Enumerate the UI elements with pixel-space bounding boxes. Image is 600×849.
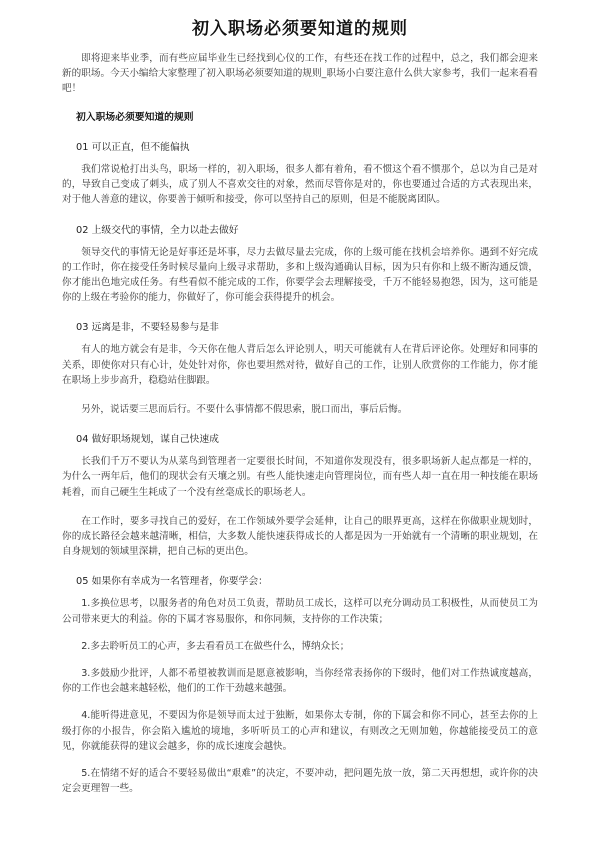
section-heading-03: 03 远离是非，不要轻易参与是非 (76, 322, 219, 334)
document-title: 初入职场必须要知道的规则 (192, 19, 408, 39)
list-item: 1.多换位思考，以服务者的角色对员工负责，帮助员工成长，这样可以充分调动员工积极性，从而使员工为公司带来更大的利益。你的下属才容易服你，和你同频，支持你的工作决策； (62, 598, 538, 625)
paragraph: 在工作时，要多寻找自己的爱好，在工作领域外要学会延伸，让自己的眼界更高，这样在你做职业规划时，你的成长路径会越来越清晰，相信，大多数人能快速获得成长的人都是因为一开始就有一个清晰的职业规划，在自身规划的领域里深耕，把自己标的更出色。 (62, 515, 538, 558)
section-heading-01: 01 可以正直，但不能偏执 (76, 142, 190, 153)
paragraph: 领导交代的事情无论是好事还是坏事，尽力去做尽量去完成，你的上级可能在找机会培养你。遇到不好完成的工作时，你在接受任务时候尽量向上级寻求帮助，多和上级沟通确认目标，因为只有你和上级不断沟通反馈，你才能出色地完成任务。有些看似不能完成的工作，你要学会去理解接受，千万不能轻易抱怨，因为，这可能是你的上级在考验你的能力，你做好了，你可能会获得提升的机会。 (62, 246, 538, 304)
paragraph: 有人的地方就会有是非，今天你在他人背后怎么评论别人，明天可能就有人在背后评论你。处理好和同事的关系，即使你对只有心计，处处针对你，你也要坦然对待，做好自己的工作，让别人欣赏你的工作能力，你才能在职场上步步高升，稳稳站住脚跟。 (62, 344, 538, 386)
list-item: 5.在情绪不好的适合不要轻易做出“艰难”的决定，不要冲动，把问题先放一放，第二天再想想，或许你的决定会更理智一些。 (62, 768, 538, 795)
list-item: 2.多去聆听员工的心声，多去看看员工在做些什么，博纳众长； (81, 640, 350, 652)
section-heading-04: 04 做好职场规划，谋自己快速成 (76, 434, 219, 446)
list-item: 3.多鼓励少批评，人都不希望被教训而是愿意被影响，当你经常表扬你的下级时，他们对工作热诚度越高，你的工作也会越来越轻松，他们的工作干劲越来越强。 (62, 668, 538, 695)
paragraph: 我们常说枪打出头鸟，职场一样的，初入职场，很多人都有着角，看不惯这个看不惯那个，总以为自己是对的，导致自己变成了刺头，成了别人不喜欢交往的对象，然而尽管你是对的，你也要通过合适的方式表现出来，对于他人善意的建议，你要善于倾听和接受，你可以坚持自己的原则，但是不能脱离团队。 (62, 164, 538, 206)
paragraph: 长我们千万不要认为从菜鸟到管理者一定要很长时间，不知道你发现没有，很多职场新人起点都是一样的，为什么一两年后，他们的现状会有天壤之别。有些人能快速走向管理岗位，而有些人却一直在用一种技能在职场耗着，而自己硬生生耗成了一个没有丝毫成长的职场老人。 (62, 456, 538, 498)
intro-paragraph: 即将迎来毕业季，而有些应届毕业生已经找到心仪的工作，有些还在找工作的过程中，总之，我们都会迎来新的职场。今天小编给大家整理了初入职场必须要知道的规则_职场小白要注意什么供大家参考，我们一起来看看吧！ (62, 53, 538, 94)
section-subtitle: 初入职场必须要知道的规则 (76, 112, 194, 123)
list-item: 4.能听得进意见，不要因为你是领导而太过于独断，如果你太专制，你的下属会和你不同心，甚至去你的上级打你的小报告，你会陷入尴尬的境地，多听听员工的心声和建议，有则改之无则加勉，你越能接受员工的意见，你就能获得的建议会越多，你的成长速度会越快。 (62, 710, 538, 752)
paragraph: 另外，说话要三思而后行。不要什么事情都不假思索，脱口而出，事后后悔。 (81, 404, 408, 416)
section-heading-05: 05 如果你有幸成为一名管理者，你要学会： (76, 576, 268, 588)
section-heading-02: 02 上级交代的事情，全力以赴去做好 (76, 224, 239, 236)
